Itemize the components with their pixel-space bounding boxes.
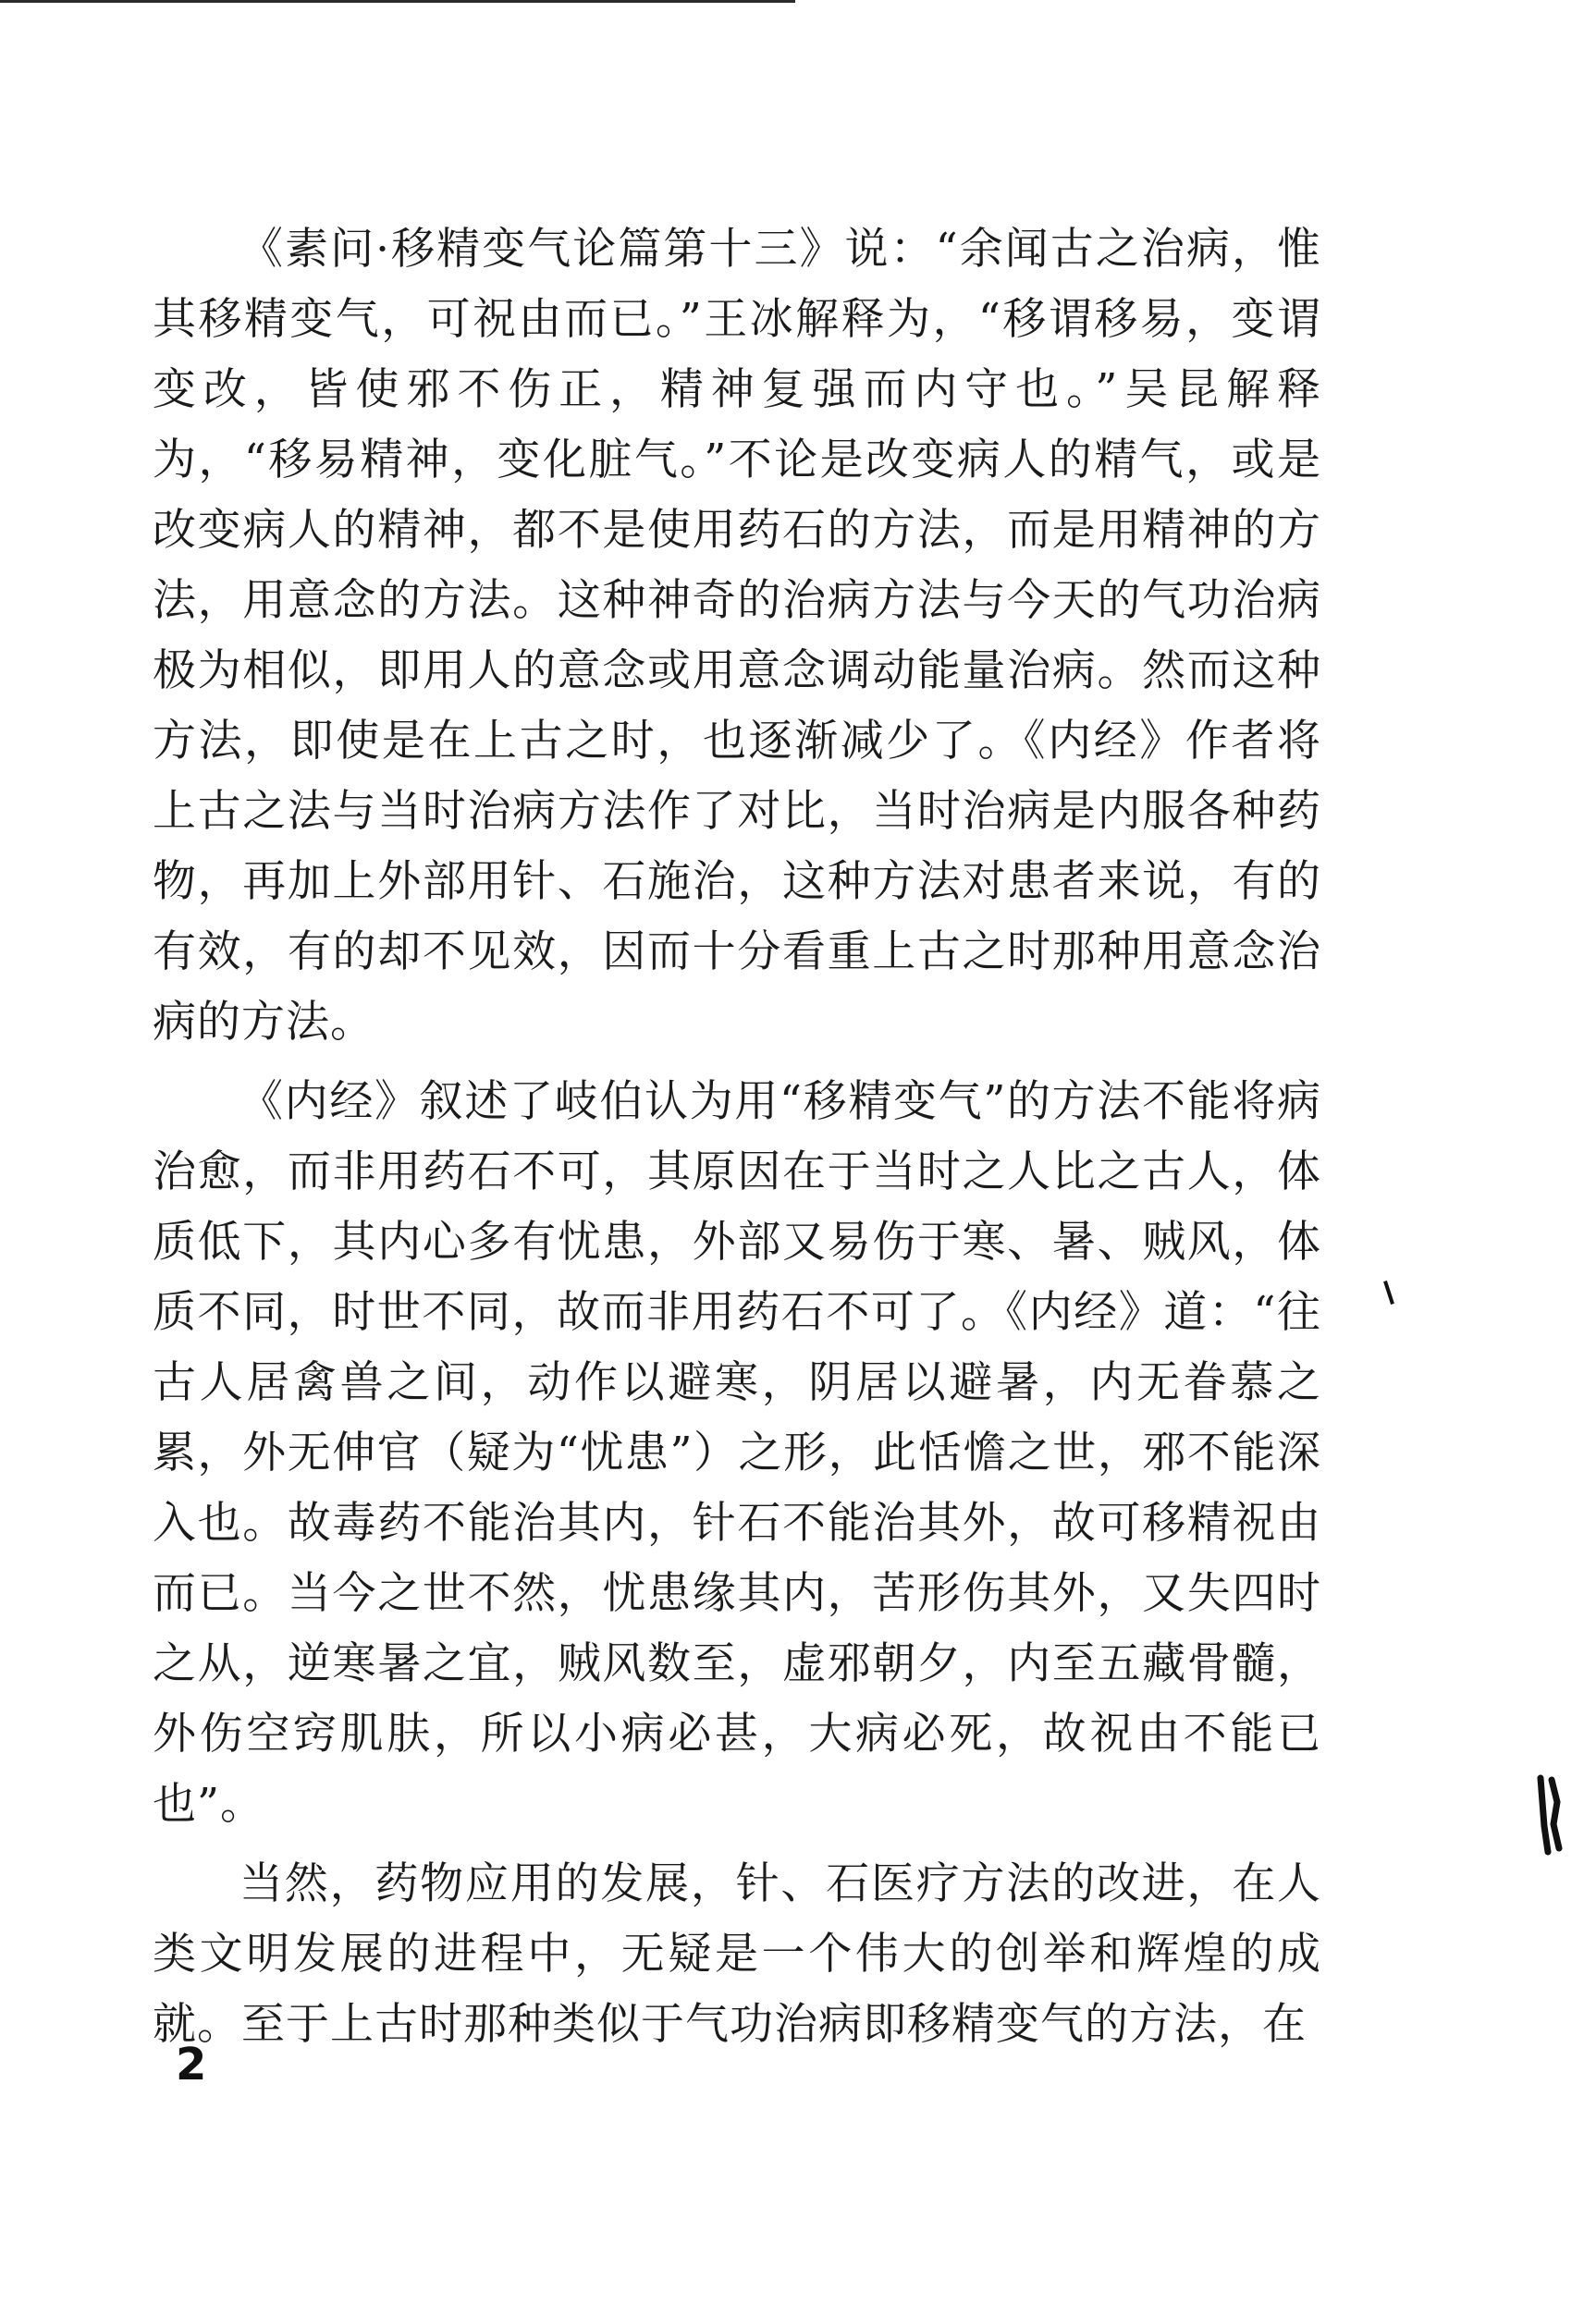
page-number: 2	[176, 2039, 207, 2090]
page-body	[153, 215, 1321, 2060]
paragraph-3: 当然，药物应用的发展，针、石医疗方法的改进，在人类文明发展的进程中，无疑是一个伟大的创举和辉煌的成就。至于上古时那种类似于气功治病即移精变气的方法，在	[153, 1858, 1321, 2050]
top-rule	[0, 0, 795, 3]
paragraph-1: 《素问·移精变气论篇第十三》说：“余闻古之治病，惟其移精变气，可祝由而已。”王冰解释为，“移谓移易，变谓变改，皆使邪不伤正，精神复强而内守也。”吴昆解释为，“移易精神，变化脏气。”不论是改变病人的精气，或是改变病人的精神，都不是使用药石的方法，而是用精神的方法，用意念的方法。这种神奇的治病方法与今天的气功治病极为相似，即用人的意念或用意念调动能量治病。然而这种方法，即使是在上古之时，也逐渐减少了。《内经》作者将上古之法与当时治病方法作了对比，当时治病是内服各种药物，再加上外部用针、石施治，这种方法对患者来说，有的有效，有的却不见效，因而十分看重上古之时那种用意念治病的方法。	[153, 224, 1321, 1048]
paragraph-2: 《内经》叙述了岐伯认为用“移精变气”的方法不能将病治愈，而非用药石不可，其原因在于当时之人比之古人，体质低下，其内心多有忧患，外部又易伤于寒、暑、贼风，体质不同，时世不同，故而非用药石不可了。《内经》道：“往古人居禽兽之间，动作以避寒，阴居以避暑，内无眷慕之累，外无伸官（疑为“忧患”）之形，此恬憺之世，邪不能深入也。故毒药不能治其内，针石不能治其外，故可移精祝由而已。当今之世不然，忧患缘其内，苦形伤其外，又失四时之从，逆寒暑之宜，贼风数至，虚邪朝夕，内至五藏骨髓，外伤空窍肌肤，所以小病必甚，大病必死，故祝由不能已也”。	[153, 1076, 1321, 1830]
margin-tick-mark	[1383, 1281, 1394, 1305]
edge-ink-mark-icon	[1535, 1771, 1563, 1859]
